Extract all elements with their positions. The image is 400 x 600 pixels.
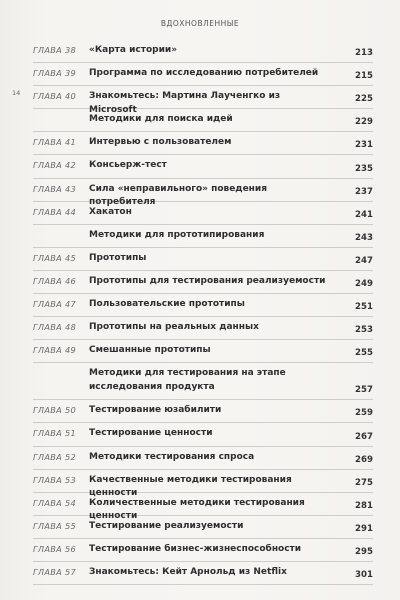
toc-chapter-label: ГЛАВА 50 [33, 405, 76, 416]
toc-chapter-label: ГЛАВА 38 [33, 45, 76, 55]
toc-page-number: 213 [355, 48, 373, 59]
toc-chapter-label: ГЛАВА 40 [33, 91, 76, 102]
toc-chapter-label: ГЛАВА 48 [33, 322, 76, 333]
toc-page-number: 241 [355, 209, 373, 220]
toc-row [33, 86, 373, 115]
toc-title: Прототипы на реальных данных [89, 322, 259, 333]
toc-page-number: 259 [355, 408, 373, 419]
toc-row [33, 493, 373, 522]
toc-title: Методики тестирования спроса [89, 451, 255, 462]
toc-title: Пользовательские прототипы [89, 299, 245, 310]
toc-title: Тестирование юзабилити [89, 405, 222, 416]
toc-section-title: Методики для прототипирования [89, 229, 265, 240]
toc-section-title: Методики для поиска идей [89, 114, 233, 125]
toc-title: Смешанные прототипы [89, 345, 211, 356]
toc-page-number: 231 [355, 140, 373, 151]
toc-title: Качественные методики тестирования ценности [89, 474, 292, 499]
toc-section-row [33, 363, 373, 400]
toc-page-number: 253 [355, 325, 373, 336]
toc-title: Хакатон [89, 206, 132, 217]
toc-title: Консьерж-тест [89, 160, 167, 171]
toc-chapter-label: ГЛАВА 46 [33, 275, 76, 286]
toc-chapter-label: ГЛАВА 52 [33, 451, 76, 462]
toc-row [33, 562, 373, 585]
toc-page-number: 257 [355, 385, 373, 396]
toc-title: Знакомьтесь: Мартина Лаученгко из Microsoft [89, 91, 281, 115]
toc-row [33, 539, 373, 562]
toc-page-number: 225 [355, 94, 373, 105]
toc-page-number: 215 [355, 71, 373, 82]
toc-title: Программа по исследованию потребителей [89, 68, 319, 79]
toc-row [33, 516, 373, 539]
toc-page-number: 275 [355, 477, 373, 488]
toc-row [33, 271, 373, 294]
toc-page-number: 237 [355, 186, 373, 197]
toc-chapter-label: ГЛАВА 42 [33, 160, 76, 171]
toc-page-number: 249 [355, 279, 373, 290]
toc-title: Тестирование бизнес-жизнеспособности [89, 543, 302, 554]
toc-page-number: 269 [355, 454, 373, 465]
toc-row [33, 317, 373, 340]
toc-title: Сила «неправильного» поведения потребителя [89, 183, 267, 208]
toc-chapter-label: ГЛАВА 49 [33, 345, 76, 356]
toc-page-number: 251 [355, 302, 373, 313]
toc-row [33, 400, 373, 423]
toc-row [33, 132, 373, 155]
toc-row [33, 248, 373, 271]
toc-title: «Карта истории» [89, 45, 178, 55]
toc-chapter-label: ГЛАВА 45 [33, 252, 76, 263]
toc-title: Прототипы для тестирования реализуемости [89, 275, 326, 286]
toc-page-number: 235 [355, 163, 373, 174]
toc-page-number: 281 [355, 500, 373, 511]
toc-section-title: Методики для тестирования на этапе исследования продукта [89, 368, 286, 392]
toc-row [33, 447, 373, 470]
toc-page-number: 243 [355, 232, 373, 243]
toc-row [33, 340, 373, 363]
toc-chapter-label: ГЛАВА 56 [33, 543, 76, 554]
toc-section-row [33, 225, 373, 248]
toc-row [33, 202, 373, 225]
toc-row [33, 470, 373, 499]
toc-row [33, 423, 373, 446]
toc-chapter-label: ГЛАВА 57 [33, 566, 76, 577]
toc-row [33, 63, 373, 86]
toc-title: Интервью с пользователем [89, 137, 232, 148]
toc-chapter-label: ГЛАВА 44 [33, 206, 76, 217]
table-of-contents [0, 40, 400, 585]
toc-title: Тестирование реализуемости [89, 520, 244, 531]
toc-page-number: 301 [355, 570, 373, 581]
page-number: 14 [12, 89, 21, 97]
toc-chapter-label: ГЛАВА 41 [33, 137, 76, 148]
toc-row [33, 294, 373, 317]
toc-row [33, 155, 373, 178]
toc-row [33, 179, 373, 208]
toc-page-number: 291 [355, 523, 373, 534]
toc-title: Количественные методики тестирования ценности [89, 497, 305, 522]
toc-page-number: 255 [355, 348, 373, 359]
toc-title: Тестирование ценности [89, 428, 213, 439]
toc-row [33, 40, 373, 63]
toc-title: Прототипы [89, 252, 147, 263]
toc-chapter-label: ГЛАВА 54 [33, 497, 76, 508]
toc-chapter-label: ГЛАВА 39 [33, 68, 76, 79]
toc-chapter-label: ГЛАВА 51 [33, 428, 76, 439]
toc-title: Знакомьтесь: Кейт Арнольд из Netflix [89, 566, 287, 577]
toc-page-number: 295 [355, 546, 373, 557]
toc-chapter-label: ГЛАВА 53 [33, 474, 76, 485]
toc-page-number: 229 [355, 117, 373, 128]
running-head: ВДОХНОВЛЕННЫЕ [160, 19, 240, 28]
toc-chapter-label: ГЛАВА 47 [33, 299, 76, 310]
toc-section-row [33, 109, 373, 132]
toc-page-number: 247 [355, 255, 373, 266]
toc-page-number: 267 [355, 431, 373, 442]
toc-chapter-label: ГЛАВА 55 [33, 520, 76, 531]
toc-chapter-label: ГЛАВА 43 [33, 183, 76, 194]
